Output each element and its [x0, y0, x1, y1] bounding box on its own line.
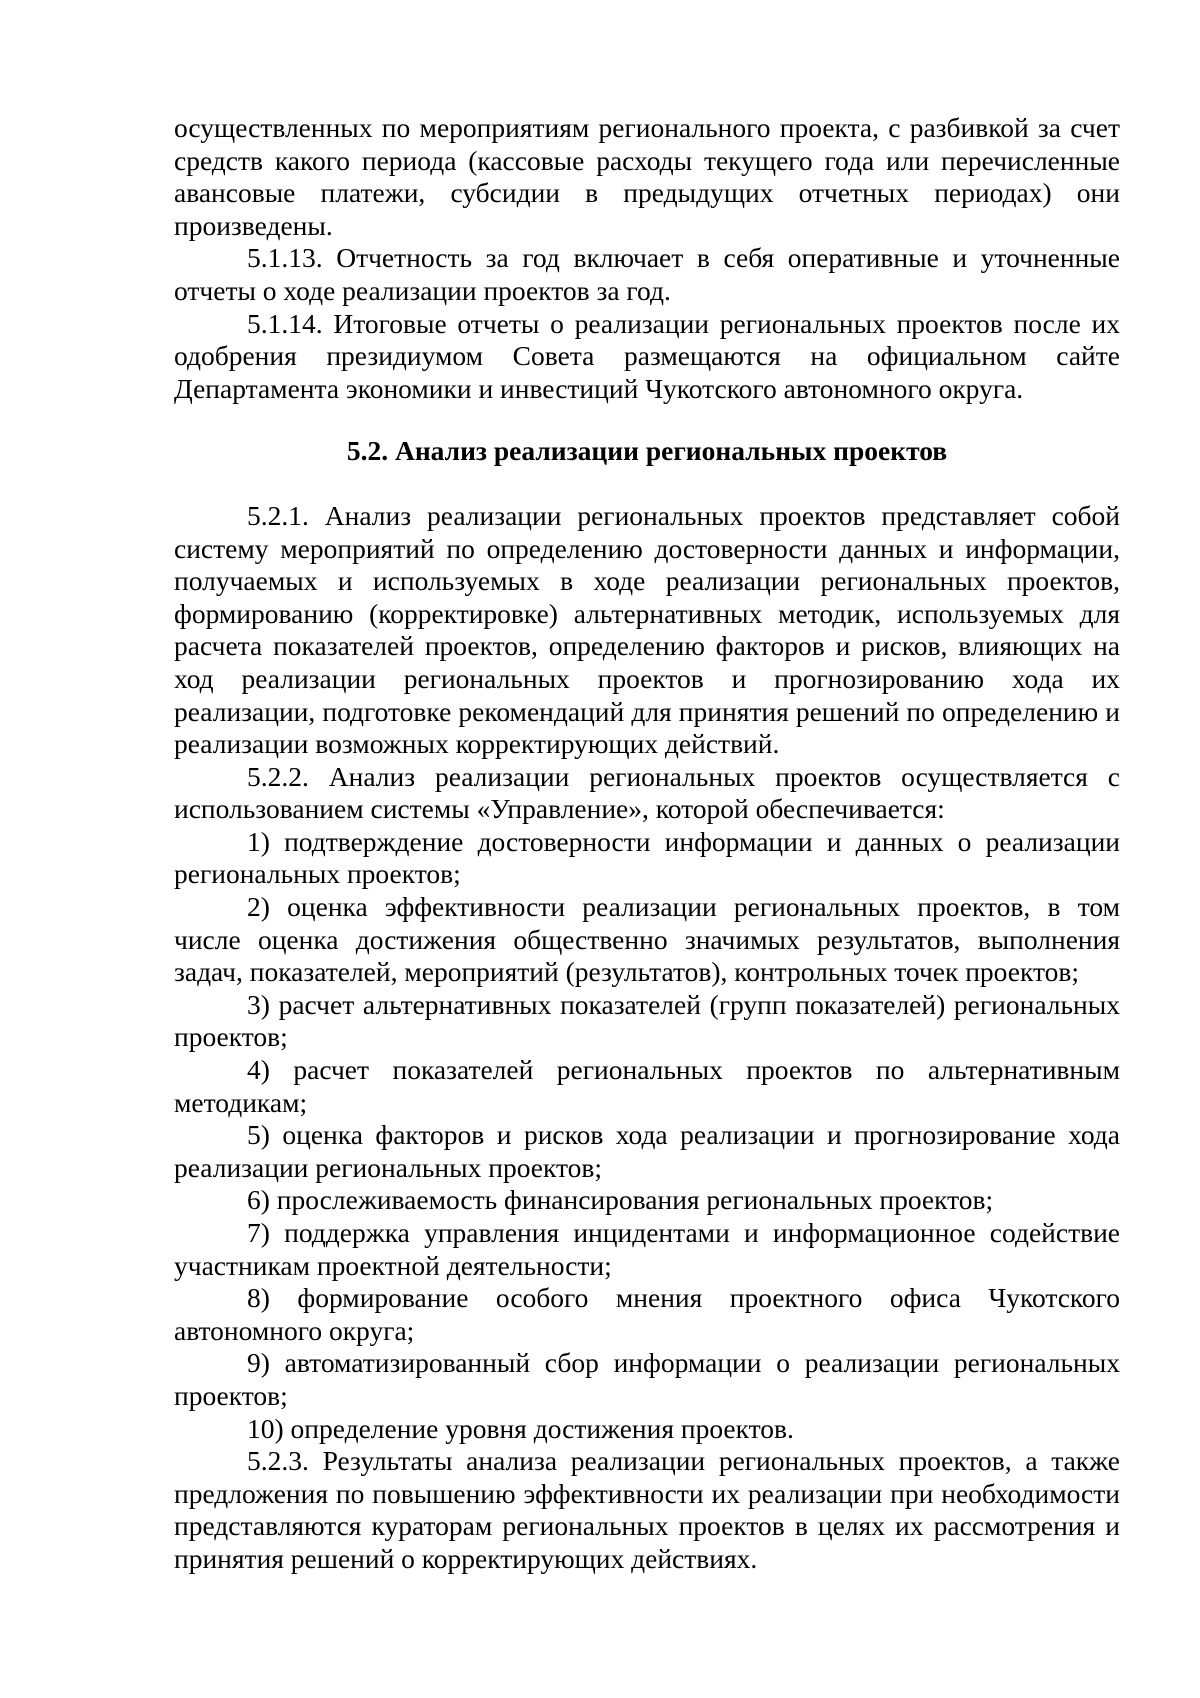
section-title: 5.2. Анализ реализации региональных проектов [346, 435, 948, 467]
paragraph-5-2-3: 5.2.3. Результаты анализа реализации региональных проектов, а также предложения по повышению эффективности их реализации при необходимости представляются кураторам региональных проектов в целях их рассмотрения и принятия решений о корректирующих действиях. [174, 1445, 1120, 1574]
list-item-8: 8) формирование особого мнения проектного офиса Чукотского автономного округа; [174, 1282, 1120, 1346]
paragraph-5-2-2: 5.2.2. Анализ реализации региональных проектов осуществляется с использованием системы «Управление», которой обеспечивается: [174, 760, 1120, 825]
list-item-4: 4) расчет показателей региональных проектов по альтернативным методикам; [174, 1054, 1120, 1118]
list-item-7: 7) поддержка управления инцидентами и информационное содействие участникам проектной деятельности; [174, 1217, 1120, 1281]
list-item-5: 5) оценка факторов и рисков хода реализации и прогнозирование хода реализации региональных проектов; [174, 1119, 1120, 1183]
list-item-2: 2) оценка эффективности реализации региональных проектов, в том числе оценка достижения общественно значимых результатов, выполнения задач, показателей, мероприятий (результатов), контрольных точек проектов; [174, 891, 1120, 988]
list-item-1: 1) подтверждение достоверности информации и данных о реализации региональных проектов; [174, 825, 1120, 890]
list-item-3: 3) расчет альтернативных показателей (групп показателей) региональных проектов; [174, 988, 1120, 1053]
document-page [174, 112, 1120, 1576]
paragraph-5-2-1: 5.2.1. Анализ реализации региональных проектов представляет собой систему мероприятий по определению достоверности данных и информации, получаемых и используемых в ходе реализации региональных проектов, формированию (корректировке) альтернативных методик, используемых для расчета показателей проектов, определению факторов и рисков, влияющих на ход реализации региональных проектов и прогнозированию хода их реализации, подготовке рекомендаций для принятия решений по определению и реализации возможных корректирующих действий. [174, 499, 1120, 760]
paragraph-continuation: осуществленных по мероприятиям регионального проекта, с разбивкой за счет средств какого периода (кассовые расходы текущего года или перечисленные авансовые платежи, субсидии в предыдущих отчетных периодах) они произведены. [174, 112, 1120, 241]
paragraph-5-1-13: 5.1.13. Отчетность за год включает в себя оперативные и уточненные отчеты о ходе реализации проектов за год. [174, 242, 1120, 306]
paragraph-5-1-14: 5.1.14. Итоговые отчеты о реализации региональных проектов после их одобрения президиумом Совета размещаются на официальном сайте Департамента экономики и инвестиций Чукотского автономного округа. [174, 307, 1120, 404]
list-item-9: 9) автоматизированный сбор информации о реализации региональных проектов; [174, 1347, 1120, 1411]
list-item-6: 6) прослеживаемость финансирования региональных проектов; [247, 1184, 994, 1216]
list-item-10: 10) определение уровня достижения проектов. [247, 1412, 794, 1444]
